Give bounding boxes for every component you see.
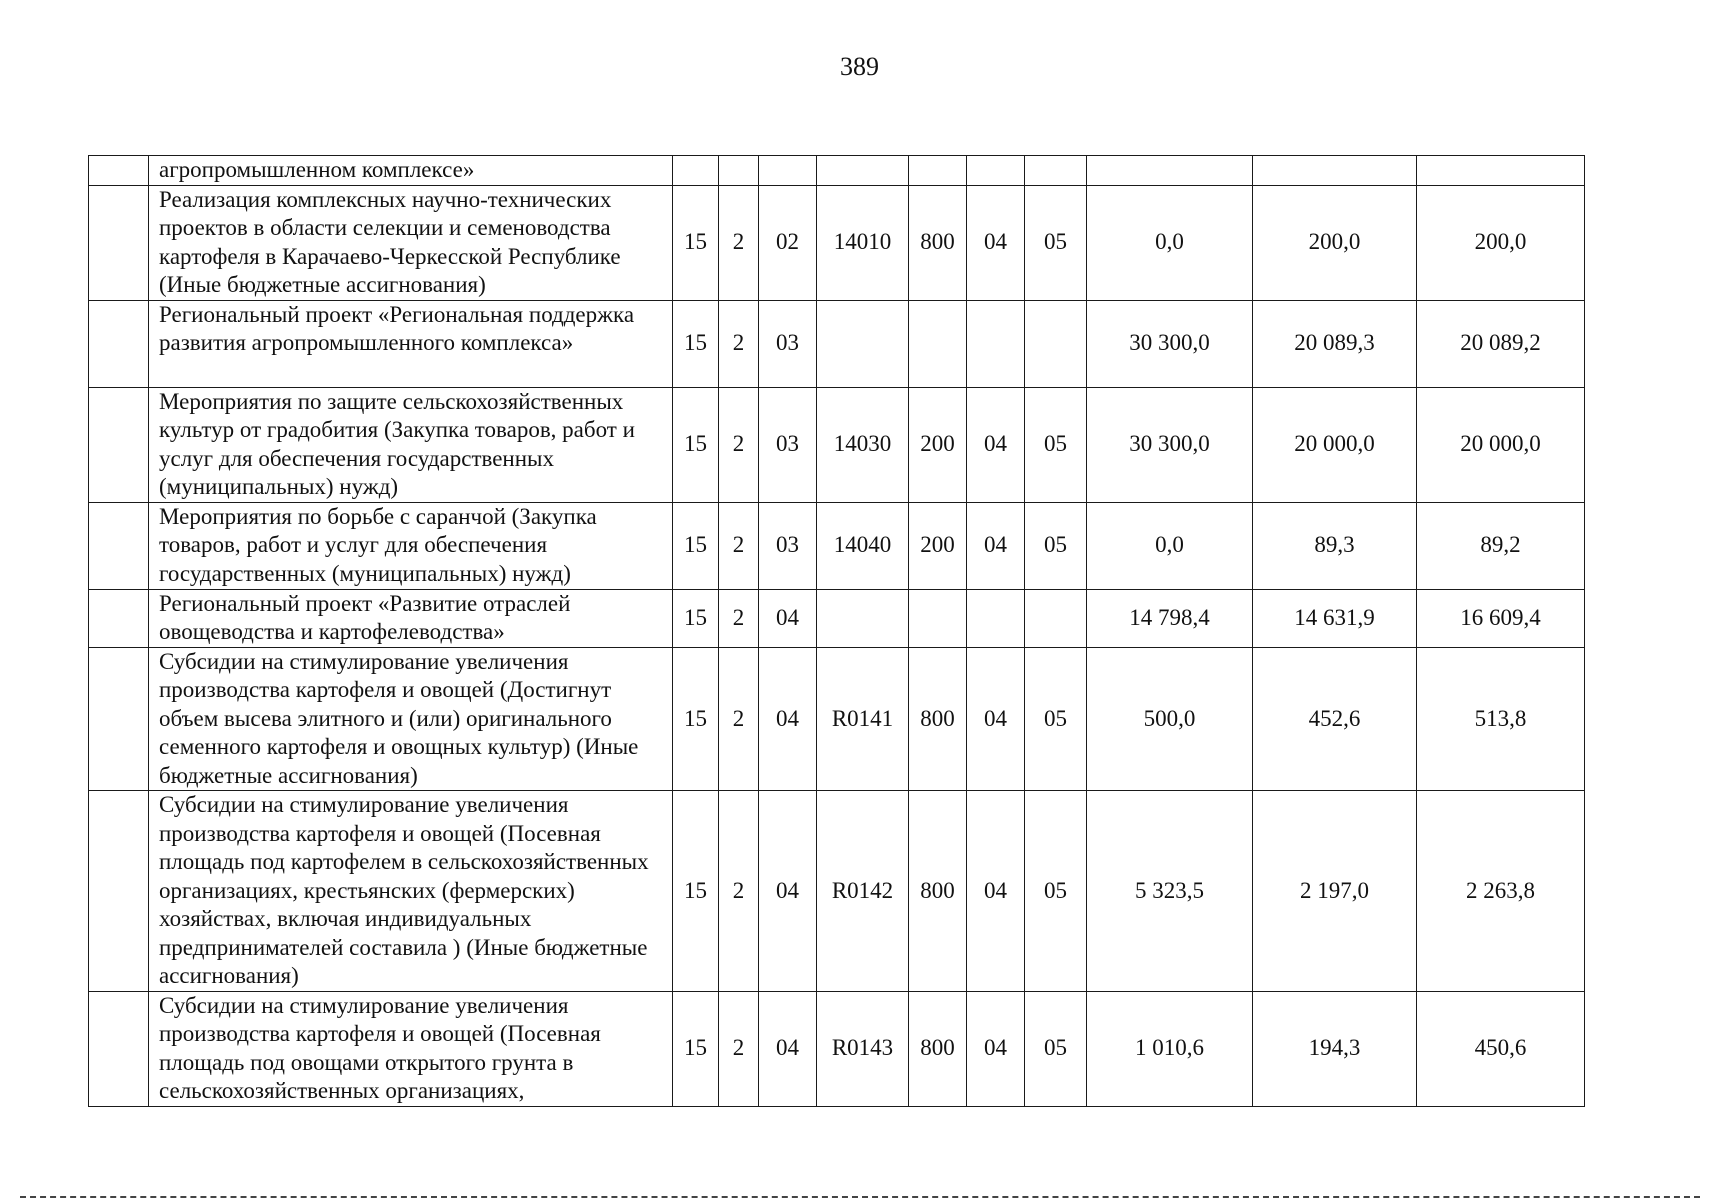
- amount-year-1-cell: 5 323,5: [1087, 791, 1253, 992]
- table-row: [89, 791, 1585, 992]
- program-code-cell: 03: [759, 502, 817, 589]
- amount-year-1-cell: 500,0: [1087, 647, 1253, 791]
- amount-year-2-cell: 14 631,9: [1253, 589, 1417, 647]
- expense-type-code-cell: 800: [909, 185, 967, 300]
- section-code-cell: 04: [967, 791, 1025, 992]
- subsection-code-cell: 05: [1025, 647, 1087, 791]
- row-name-cell: Мероприятия по борьбе с саранчой (Закупка товаров, работ и услуг для обеспечения государственных (муниципальных) нужд): [149, 502, 673, 589]
- row-number-cell: [89, 387, 149, 502]
- table-row: [89, 185, 1585, 300]
- program-code-cell: 04: [759, 991, 817, 1106]
- sub-code-cell: 2: [719, 647, 759, 791]
- subsection-code-cell: 05: [1025, 502, 1087, 589]
- amount-year-1-cell: 0,0: [1087, 502, 1253, 589]
- section-code-cell: [967, 300, 1025, 387]
- amount-year-3-cell: 200,0: [1417, 185, 1585, 300]
- section-code-cell: 04: [967, 185, 1025, 300]
- subsection-code-cell: 05: [1025, 791, 1087, 992]
- program-code-cell: 04: [759, 791, 817, 992]
- program-code-cell: 04: [759, 589, 817, 647]
- direction-code-cell: [817, 589, 909, 647]
- subsection-code-cell: 05: [1025, 991, 1087, 1106]
- amount-year-3-cell: 20 089,2: [1417, 300, 1585, 387]
- sub-code-cell: 2: [719, 991, 759, 1106]
- row-name-cell: агропромышленном комплексе»: [149, 156, 673, 186]
- amount-year-2-cell: 89,3: [1253, 502, 1417, 589]
- chapter-code-cell: 15: [673, 300, 719, 387]
- expense-type-code-cell: 800: [909, 991, 967, 1106]
- sub-code-cell: [719, 156, 759, 186]
- sub-code-cell: 2: [719, 791, 759, 992]
- table-row: [89, 589, 1585, 647]
- direction-code-cell: R0141: [817, 647, 909, 791]
- row-name-cell: Мероприятия по защите сельскохозяйственных культур от градобития (Закупка товаров, работ и услуг для обеспечения государственных (муниципальных) нужд): [149, 387, 673, 502]
- row-number-cell: [89, 791, 149, 992]
- chapter-code-cell: 15: [673, 791, 719, 992]
- expense-type-code-cell: 800: [909, 791, 967, 992]
- expense-type-code-cell: 200: [909, 502, 967, 589]
- amount-year-1-cell: 0,0: [1087, 185, 1253, 300]
- direction-code-cell: [817, 300, 909, 387]
- budget-table: [88, 155, 1585, 1107]
- expense-type-code-cell: [909, 300, 967, 387]
- section-code-cell: [967, 156, 1025, 186]
- chapter-code-cell: 15: [673, 647, 719, 791]
- row-number-cell: [89, 502, 149, 589]
- expense-type-code-cell: 200: [909, 387, 967, 502]
- row-number-cell: [89, 156, 149, 186]
- amount-year-3-cell: [1417, 156, 1585, 186]
- amount-year-1-cell: 30 300,0: [1087, 387, 1253, 502]
- direction-code-cell: 14030: [817, 387, 909, 502]
- amount-year-2-cell: 194,3: [1253, 991, 1417, 1106]
- amount-year-2-cell: 20 089,3: [1253, 300, 1417, 387]
- subsection-code-cell: 05: [1025, 387, 1087, 502]
- table-body: [89, 156, 1585, 1107]
- row-number-cell: [89, 300, 149, 387]
- table-row: [89, 300, 1585, 387]
- table-row: [89, 156, 1585, 186]
- program-code-cell: [759, 156, 817, 186]
- table-row: [89, 647, 1585, 791]
- section-code-cell: 04: [967, 502, 1025, 589]
- program-code-cell: 03: [759, 300, 817, 387]
- amount-year-1-cell: 30 300,0: [1087, 300, 1253, 387]
- section-code-cell: 04: [967, 387, 1025, 502]
- direction-code-cell: 14010: [817, 185, 909, 300]
- chapter-code-cell: 15: [673, 185, 719, 300]
- direction-code-cell: R0143: [817, 991, 909, 1106]
- sub-code-cell: 2: [719, 387, 759, 502]
- direction-code-cell: R0142: [817, 791, 909, 992]
- row-number-cell: [89, 589, 149, 647]
- amount-year-2-cell: 20 000,0: [1253, 387, 1417, 502]
- chapter-code-cell: 15: [673, 991, 719, 1106]
- row-name-cell: Региональный проект «Региональная поддержка развития агропромышленного комплекса»: [149, 300, 673, 387]
- sub-code-cell: 2: [719, 185, 759, 300]
- expense-type-code-cell: [909, 589, 967, 647]
- expense-type-code-cell: [909, 156, 967, 186]
- sub-code-cell: 2: [719, 300, 759, 387]
- sub-code-cell: 2: [719, 589, 759, 647]
- amount-year-2-cell: 200,0: [1253, 185, 1417, 300]
- expense-type-code-cell: 800: [909, 647, 967, 791]
- row-name-cell: Субсидии на стимулирование увеличения производства картофеля и овощей (Посевная площадь под овощами открытого грунта в сельскохозяйственных организациях,: [149, 991, 673, 1106]
- page-number: 389: [840, 52, 879, 81]
- amount-year-2-cell: 452,6: [1253, 647, 1417, 791]
- chapter-code-cell: 15: [673, 589, 719, 647]
- row-name-cell: Реализация комплексных научно-технических проектов в области селекции и семеноводства картофеля в Карачаево-Черкесской Республике (Иные бюджетные ассигнования): [149, 185, 673, 300]
- table-row: [89, 387, 1585, 502]
- direction-code-cell: 14040: [817, 502, 909, 589]
- subsection-code-cell: [1025, 156, 1087, 186]
- row-number-cell: [89, 991, 149, 1106]
- row-number-cell: [89, 647, 149, 791]
- amount-year-2-cell: 2 197,0: [1253, 791, 1417, 992]
- program-code-cell: 03: [759, 387, 817, 502]
- section-code-cell: 04: [967, 647, 1025, 791]
- program-code-cell: 04: [759, 647, 817, 791]
- amount-year-3-cell: 513,8: [1417, 647, 1585, 791]
- row-name-cell: Субсидии на стимулирование увеличения производства картофеля и овощей (Посевная площадь под картофелем в сельскохозяйственных организациях, крестьянских (фермерских) хозяйствах, включая индивидуальных предпринимателей составила ) (Иные бюджетные ассигнования): [149, 791, 673, 992]
- chapter-code-cell: 15: [673, 387, 719, 502]
- section-code-cell: 04: [967, 991, 1025, 1106]
- row-number-cell: [89, 185, 149, 300]
- table-row: [89, 991, 1585, 1106]
- page-bottom-rule: [20, 1196, 1700, 1198]
- program-code-cell: 02: [759, 185, 817, 300]
- chapter-code-cell: [673, 156, 719, 186]
- subsection-code-cell: [1025, 300, 1087, 387]
- amount-year-2-cell: [1253, 156, 1417, 186]
- amount-year-3-cell: 450,6: [1417, 991, 1585, 1106]
- amount-year-3-cell: 2 263,8: [1417, 791, 1585, 992]
- amount-year-3-cell: 20 000,0: [1417, 387, 1585, 502]
- sub-code-cell: 2: [719, 502, 759, 589]
- row-name-cell: Региональный проект «Развитие отраслей овощеводства и картофелеводства»: [149, 589, 673, 647]
- amount-year-3-cell: 89,2: [1417, 502, 1585, 589]
- amount-year-1-cell: 1 010,6: [1087, 991, 1253, 1106]
- table-row: [89, 502, 1585, 589]
- direction-code-cell: [817, 156, 909, 186]
- amount-year-1-cell: 14 798,4: [1087, 589, 1253, 647]
- row-name-cell: Субсидии на стимулирование увеличения производства картофеля и овощей (Достигнут объем высева элитного и (или) оригинального семенного картофеля и овощных культур) (Иные бюджетные ассигнования): [149, 647, 673, 791]
- section-code-cell: [967, 589, 1025, 647]
- amount-year-1-cell: [1087, 156, 1253, 186]
- subsection-code-cell: 05: [1025, 185, 1087, 300]
- subsection-code-cell: [1025, 589, 1087, 647]
- chapter-code-cell: 15: [673, 502, 719, 589]
- amount-year-3-cell: 16 609,4: [1417, 589, 1585, 647]
